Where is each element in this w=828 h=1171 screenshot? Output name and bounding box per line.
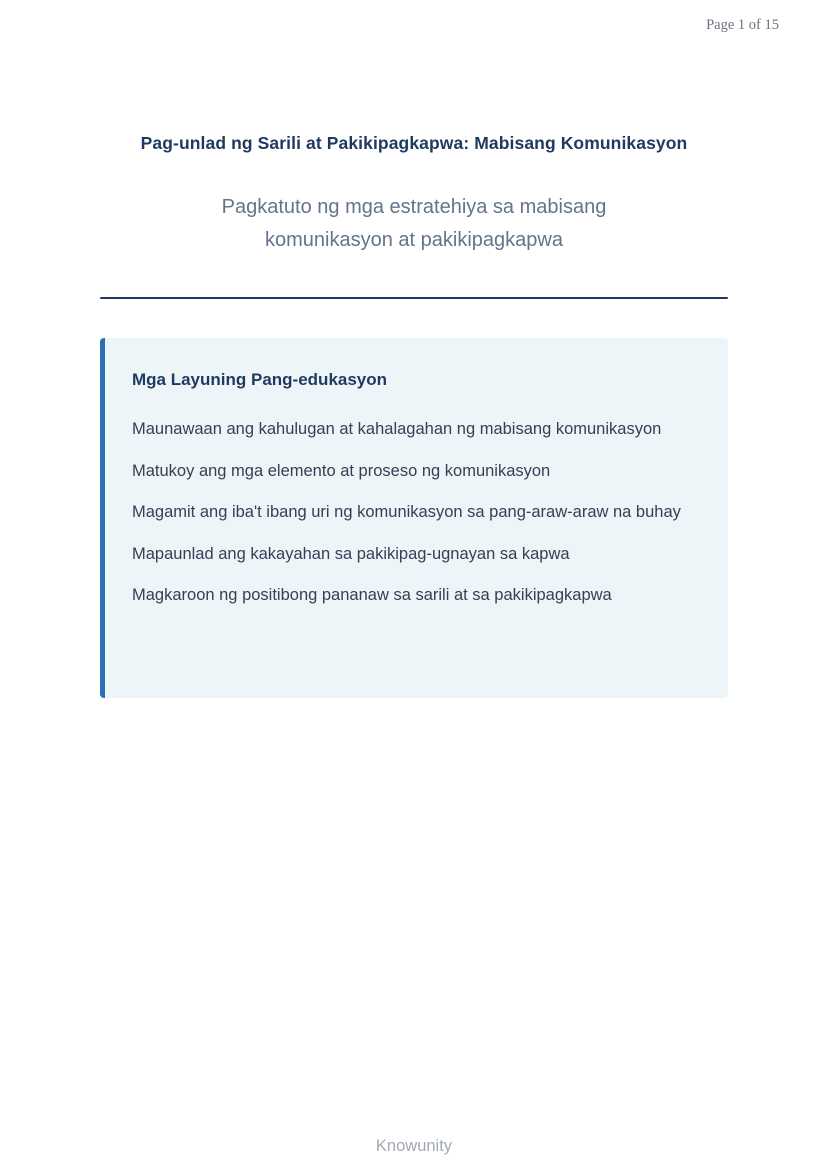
footer-brand: Knowunity [375, 1137, 453, 1155]
objectives-box [100, 338, 728, 698]
objective-item: Mapaunlad ang kakayahan sa pakikipag-ugnayan sa kapwa [132, 544, 570, 563]
page-indicator: Page 1 of 15 [706, 17, 779, 33]
objective-item: Magamit ang iba't ibang uri ng komunikasyon sa pang-araw-araw na buhay [132, 503, 681, 521]
objective-item: Magkaroon ng positibong pananaw sa sarili at sa pakikipagkapwa [132, 586, 612, 604]
objective-item: Matukoy ang mga elemento at proseso ng komunikasyon [132, 461, 551, 480]
horizontal-divider [100, 297, 728, 299]
objectives-list [132, 416, 698, 609]
objective-item: Maunawaan ang kahulugan at kahalagahan ng mabisang komunikasyon [132, 420, 662, 438]
document-subtitle: Pagkatuto ng mga estratehiya sa mabisang komunikasyon at pakikipagkapwa [221, 196, 607, 251]
document-title: Pag-unlad ng Sarili at Pakikipagkapwa: Mabisang Komunikasyon [140, 133, 688, 153]
objectives-heading: Mga Layuning Pang-edukasyon [132, 370, 388, 389]
